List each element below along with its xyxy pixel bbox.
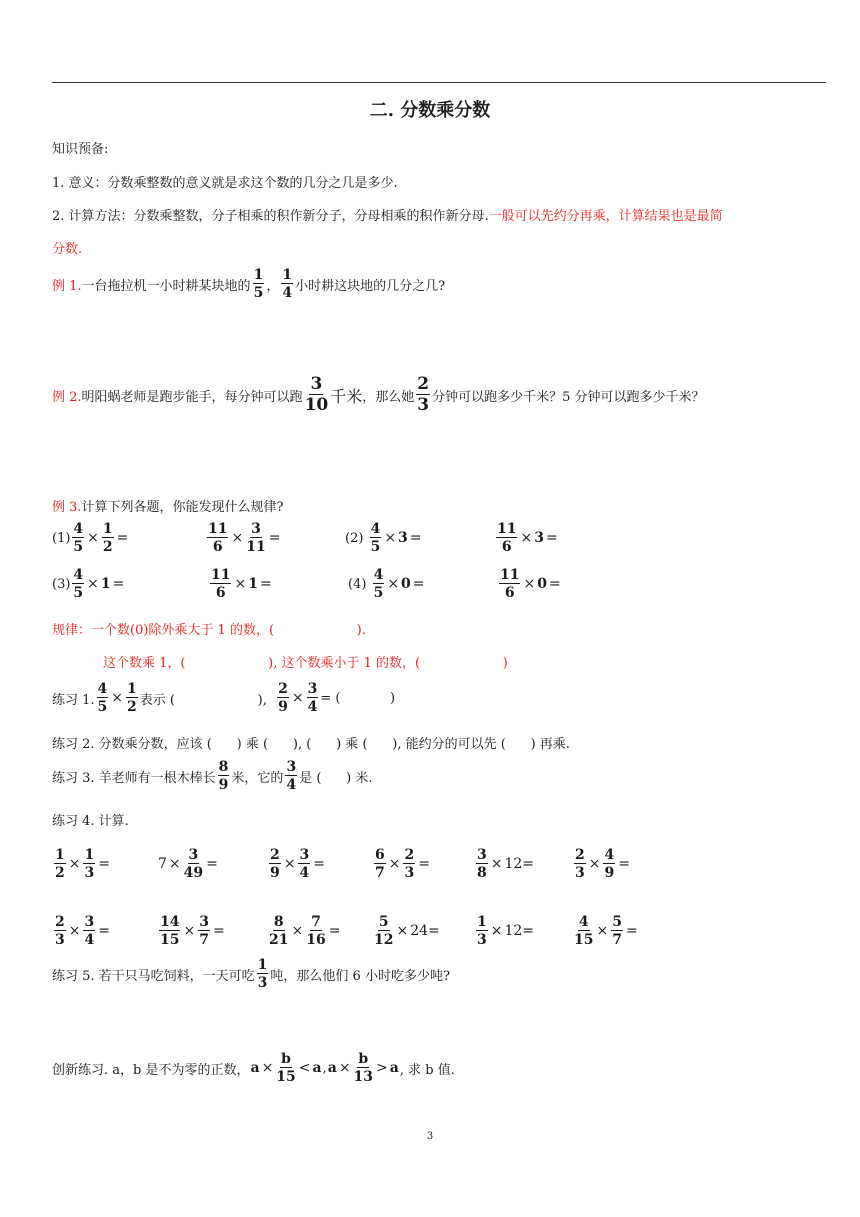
variable-a: a [327,1060,337,1076]
practice-3 [52,760,373,792]
denominator: 9 [278,699,288,715]
times-sign: × [231,530,244,546]
numerator: 4 [97,681,108,697]
fraction [285,760,297,792]
practice-3-text-2: 米，它的 [231,770,284,786]
equals-sign: = [112,576,125,592]
denominator: 5 [373,585,384,601]
example-1-text-2: 小时耕这块地的几分之几? [295,278,446,294]
method-red-cont: 分数. [52,242,83,257]
fraction [305,376,329,414]
numerator: 11 [211,567,231,583]
practice-1-answer: = ( ) [320,690,396,706]
fraction [257,958,269,990]
denominator: 2 [127,699,137,715]
denominator: 5 [370,539,381,555]
practice-5 [52,958,450,990]
integer: 1 [100,576,111,592]
unit-text: 千米 [330,386,363,406]
times-sign: × [234,576,247,592]
fraction [83,848,95,880]
times-sign: × [261,1060,274,1076]
item-number: (2) [345,530,364,546]
method-red: 一般可以先约分再乘，计算结果也是最简 [488,209,723,224]
equals-sign: = [268,530,281,546]
equals-sign: = [212,923,225,939]
ex3-item-3 [52,568,125,600]
numerator: 4 [73,521,84,537]
denominator: 3 [257,975,268,991]
prep-heading: 知识预备: [52,142,109,157]
example-1 [52,268,445,300]
ex3-item-2b [494,522,559,554]
item-number: (3) [52,576,71,592]
equals-sign: = [313,856,325,872]
practice-5-text: 练习 5. 若干只马吃饲料，一天可吃 [52,968,255,984]
calc-item [157,848,219,880]
numerator: 3 [251,521,261,537]
integer-equals: 24= [410,923,440,939]
less-than-sign: < [298,1060,311,1076]
equals-sign: = [259,576,272,592]
times-sign: × [283,856,296,872]
innovation-text: 创新练习. a，b 是不为零的正数， [52,1062,250,1078]
times-sign: × [291,690,304,706]
example-1-text: 一台拖拉机一小时耕某块地的 [81,278,251,294]
fraction [403,848,415,880]
numerator: 1 [102,521,113,537]
denominator: 49 [183,865,204,881]
times-sign: × [87,576,99,592]
denominator: 13 [353,1069,374,1085]
denominator: 16 [306,932,326,948]
denominator: 4 [84,932,95,948]
times-sign: × [396,923,409,939]
denominator: 3 [404,865,415,881]
numerator: 2 [575,847,585,863]
denominator: 4 [307,699,318,715]
fraction [374,915,393,947]
variable-a: a [250,1060,260,1076]
denominator: 5 [73,539,84,555]
denominator: 3 [55,932,65,948]
equals-sign: = [409,530,422,546]
numerator: 1 [127,681,137,697]
numerator: 1 [55,847,65,863]
denominator: 8 [477,865,487,881]
innovation-text-2: , 求 b 值. [399,1062,455,1078]
equals-sign: = [545,530,558,546]
numerator: 14 [160,914,180,930]
denominator: 3 [575,865,585,881]
numerator: 6 [375,847,385,863]
fraction [603,848,615,880]
denominator: 15 [276,1069,296,1085]
variable-a: a [389,1060,399,1076]
rule-line-2: 这个数乘 1，( ), 这个数乘小于 1 的数，( ) [103,656,508,671]
numerator: 3 [286,759,297,775]
equals-sign: = [98,856,110,872]
calc-item [474,915,535,947]
calc-item [157,915,226,947]
equals-sign: = [548,576,561,592]
practice-1-text: 表示 ( ), [139,692,267,708]
method-black: 2. 计算方法：分数乘整数，分子相乘的积作新分子，分母相乘的积作新分母. [52,209,489,224]
fraction [218,760,230,792]
ex3-item-4b [497,568,562,600]
practice-1 [52,682,395,714]
example-2-label: 例 2. [52,389,82,405]
times-sign: × [183,923,196,939]
denominator: 9 [270,865,280,881]
denominator: 5 [97,699,108,715]
fraction [184,848,203,880]
denominator: 7 [199,932,209,948]
denominator: 9 [218,777,229,793]
calc-item [474,848,535,880]
times-sign: × [68,923,81,939]
times-sign: × [111,690,124,706]
fraction [307,682,319,714]
fraction [298,848,310,880]
fraction [72,522,84,554]
numerator: 11 [208,521,228,537]
times-sign: × [490,856,503,872]
times-sign: × [596,923,609,939]
equals-sign: = [116,530,129,546]
numerator: 2 [404,847,415,863]
fraction [574,848,586,880]
example-3-label: 例 3. [52,500,82,515]
calc-item [52,915,111,947]
equals-sign: = [206,856,218,872]
numerator: 2 [417,374,430,394]
times-sign: × [490,923,503,939]
calc-item [52,848,111,880]
calc-item [572,915,639,947]
denominator: 3 [84,865,95,881]
fraction [253,268,265,300]
fraction [269,848,281,880]
fraction [269,915,288,947]
denominator: 2 [55,865,65,881]
times-sign: × [168,856,181,872]
numerator: 8 [218,759,229,775]
fraction [574,915,593,947]
numerator: 3 [299,847,310,863]
integer: 0 [401,576,411,592]
integer: 7 [158,856,167,872]
calc-item [267,915,341,947]
numerator: 1 [253,267,264,283]
ex3-item-3b [208,568,273,600]
page-number: 3 [426,1131,434,1142]
denominator: 15 [574,932,594,948]
fraction [611,915,623,947]
equals-sign: = [618,856,630,872]
denominator: 6 [215,585,226,601]
calc-item [267,848,326,880]
numerator: 3 [188,847,199,863]
fraction [198,915,210,947]
times-sign: × [588,856,601,872]
times-sign: × [87,530,99,546]
practice-3-text-3: 是 ( ) 米. [299,770,373,786]
numerator: 1 [257,957,268,973]
equals-sign: = [98,923,110,939]
fraction [83,915,95,947]
fraction [210,568,231,600]
example-2-text-2: ，那么她 [362,389,415,405]
equals-sign: = [625,923,638,939]
equals-sign: = [412,576,425,592]
fraction [416,376,430,414]
numerator: 2 [278,681,288,697]
method-text [52,205,723,224]
greater-than-sign: > [376,1060,388,1076]
ex3-item-4 [348,568,426,600]
numerator: 8 [273,914,284,930]
item-number: (1) [52,530,71,546]
integer: 1 [248,576,258,592]
practice-3-text: 练习 3. 羊老师有一根木棒长 [52,770,216,786]
times-sign: × [387,576,400,592]
fraction [496,522,517,554]
fraction [72,568,84,600]
equals-sign: = [328,923,341,939]
practice-4: 练习 4. 计算. [52,814,129,829]
numerator: 5 [378,914,389,930]
fraction [246,522,265,554]
fraction [476,848,488,880]
calc-item [372,915,441,947]
example-2 [52,376,705,414]
variable-a: a [312,1060,322,1076]
example-2-text-3: 分钟可以跑多少千米？5 分钟可以跑多少千米？ [432,389,705,405]
numerator: 7 [311,914,321,930]
denominator: 3 [417,395,430,415]
denominator: 2 [102,539,113,555]
numerator: 1 [477,914,487,930]
denominator: 3 [477,932,487,948]
numerator: 3 [477,847,487,863]
denominator: 4 [299,865,310,881]
numerator: 4 [578,914,589,930]
fraction [97,682,109,714]
practice-5-text-2: 吨，那么他们 6 小时吃多少吨? [270,968,450,984]
numerator: 2 [55,914,65,930]
meaning-text: 1. 意义：分数乘整数的意义就是求这个数的几分之几是多少. [52,176,398,191]
integer: 3 [534,530,544,546]
numerator: 11 [500,567,520,583]
fraction [276,1052,295,1084]
numerator: b [358,1051,369,1067]
fraction [499,568,520,600]
ex3-item-1b [205,522,281,554]
calc-item [572,848,631,880]
ex3-item-1 [52,522,129,554]
numerator: 3 [84,914,95,930]
fraction [159,915,180,947]
equals-sign: = [418,856,430,872]
rule-line-1: 规律：一个数(0)除外乘大于 1 的数，( ). [52,623,366,638]
denominator: 6 [504,585,515,601]
denominator: 15 [160,932,180,948]
denominator: 12 [374,932,394,948]
numerator: 4 [373,567,384,583]
times-sign: × [291,923,304,939]
numerator: 4 [73,567,84,583]
numerator: 4 [370,521,381,537]
example-3-text: 计算下列各题，你能发现什么规律? [81,500,284,515]
integer-equals: 12= [504,923,535,939]
integer: 0 [537,576,547,592]
comma: , [322,1060,327,1076]
denominator: 6 [501,539,512,555]
denominator: 7 [612,932,622,948]
separator: ， [266,278,280,294]
numerator: 1 [84,847,95,863]
fraction [370,522,382,554]
practice-1-label: 练习 1. [52,692,95,708]
times-sign: × [388,856,401,872]
numerator: 5 [612,914,622,930]
times-sign: × [523,576,536,592]
denominator: 5 [253,285,264,301]
integer-equals: 12= [504,856,535,872]
fraction [54,915,66,947]
denominator: 7 [375,865,385,881]
innovation-practice [52,1052,455,1084]
numerator: 2 [270,847,280,863]
fraction [374,848,386,880]
example-2-text: 明阳蜗老师是跑步能手，每分钟可以跑 [81,389,303,405]
denominator: 21 [269,932,289,948]
fraction [476,915,488,947]
numerator: 11 [497,521,517,537]
denominator: 9 [604,865,615,881]
top-rule [52,82,826,83]
fraction [281,268,293,300]
practice-2: 练习 2. 分数乘分数，应该 ( ) 乘 ( ), ( ) 乘 ( ), 能约分的可以先 ( ) 再乘. [52,737,570,752]
ex3-item-2 [345,522,423,554]
example-3 [52,496,284,515]
numerator: 1 [282,267,293,283]
denominator: 6 [212,539,223,555]
fraction [306,915,325,947]
denominator: 11 [246,539,266,555]
fraction [373,568,385,600]
fraction [207,522,228,554]
denominator: 5 [73,585,84,601]
page-title: 二. 分数乘分数 [369,100,491,121]
times-sign: × [338,1060,351,1076]
numerator: b [281,1051,291,1067]
fraction [354,1052,373,1084]
integer: 3 [398,530,408,546]
example-1-label: 例 1. [52,278,82,294]
calc-item [372,848,431,880]
denominator: 4 [286,777,297,793]
times-sign: × [68,856,81,872]
numerator: 3 [310,374,323,394]
denominator: 10 [304,395,329,415]
numerator: 4 [604,847,615,863]
fraction [102,522,114,554]
numerator: 3 [199,914,209,930]
denominator: 4 [282,285,293,301]
item-number: (4) [348,576,367,592]
times-sign: × [384,530,397,546]
fraction [54,848,66,880]
times-sign: × [520,530,533,546]
numerator: 3 [307,681,318,697]
fraction [126,682,138,714]
fraction [277,682,289,714]
